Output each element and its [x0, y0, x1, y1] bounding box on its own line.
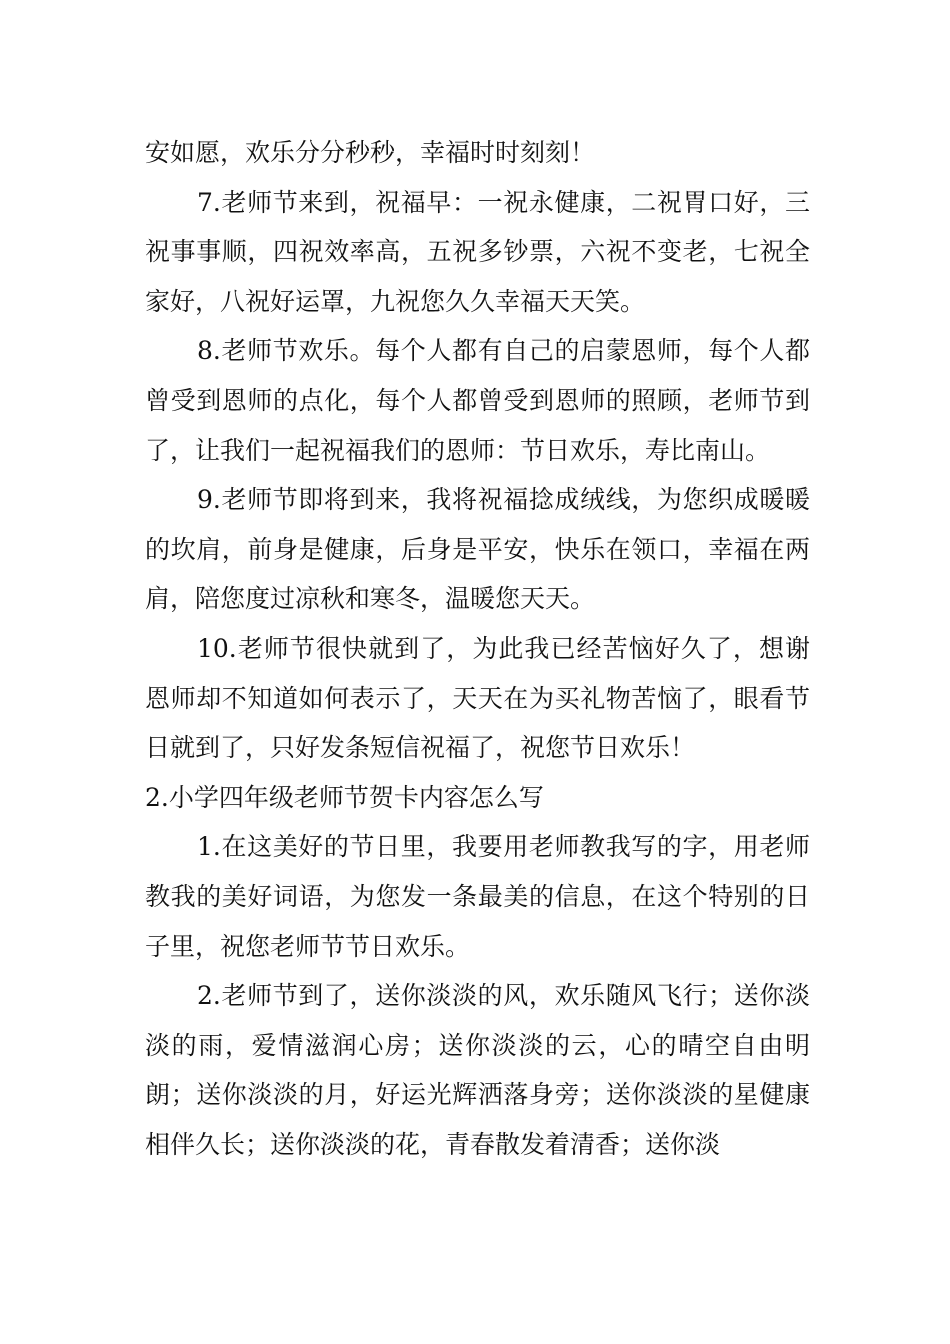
- paragraph-continuation: 安如愿，欢乐分分秒秒，幸福时时刻刻！: [145, 138, 596, 167]
- paragraph-wish-8: 8.老师节欢乐。每个人都有自己的启蒙恩师，每个人都曾受到恩师的点化，每个人都曾受到恩师的照顾，老师节到了，让我们一起祝福我们的恩师：节日欢乐，寿比南山。: [145, 336, 810, 465]
- paragraph-card-2: 2.老师节到了，送你淡淡的风，欢乐随风飞行；送你淡淡的雨，爱情滋润心房；送你淡淡的云，心的晴空自由明朗；送你淡淡的月，好运光辉洒落身旁；送你淡淡的星健康相伴久长；送你淡淡的花，青春散发着清香；送你淡: [145, 981, 810, 1159]
- section-heading: 2.小学四年级老师节贺卡内容怎么写: [145, 782, 544, 812]
- document-body: [145, 128, 810, 1169]
- paragraph-wish-7: 7.老师节来到，祝福早：一祝永健康，二祝胃口好，三祝事事顺，四祝效率高，五祝多钞票，六祝不变老，七祝全家好，八祝好运罩，九祝您久久幸福天天笑。: [145, 187, 810, 316]
- paragraph-wish-9: 9.老师节即将到来，我将祝福捻成绒线，为您织成暖暖的坎肩，前身是健康，后身是平安，快乐在领口，幸福在两肩，陪您度过凉秋和寒冬，温暖您天天。: [145, 485, 810, 614]
- paragraph-wish-10: 10.老师节很快就到了，为此我已经苦恼好久了，想谢恩师却不知道如何表示了，天天在为买礼物苦恼了，眼看节日就到了，只好发条短信祝福了，祝您节日欢乐！: [145, 633, 810, 763]
- paragraph-card-1: 1.在这美好的节日里，我要用老师教我写的字，用老师教我的美好词语，为您发一条最美的信息，在这个特别的日子里，祝您老师节节日欢乐。: [145, 832, 810, 961]
